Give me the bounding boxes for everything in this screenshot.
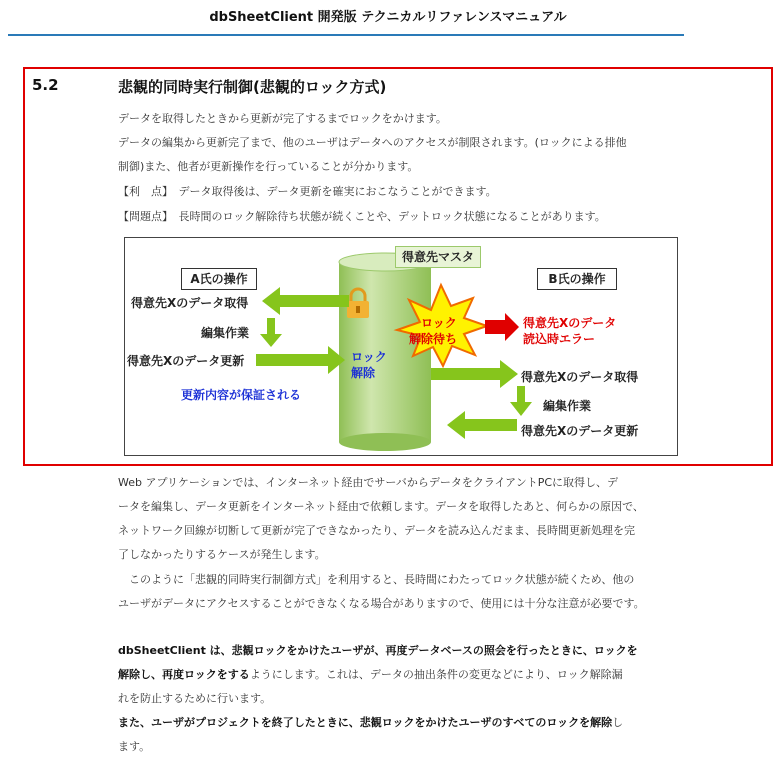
body-bold-span: 解除し、再度ロックをする	[118, 668, 250, 681]
body-line	[118, 666, 623, 682]
body-bold-span: また、ユーザがプロジェクトを終了したときに、悲観ロックをかけたユーザのすべてのロックを解除	[118, 716, 613, 729]
b-operation-label: B氏の操作	[537, 268, 617, 290]
a-guarantee-text: 更新内容が保証される	[181, 388, 302, 402]
merit-line: 【利 点】 データ取得後は、データ更新を確実におこなうことができます。	[118, 185, 497, 198]
a-step-update: 得意先Xのデータ更新	[127, 354, 245, 368]
error-arrow-icon	[485, 313, 519, 341]
b-step-edit: 編集作業	[543, 399, 592, 413]
body-line: 了しなかったりするケースが発生します。	[118, 548, 326, 561]
body-line: ます。	[118, 740, 151, 753]
a-operation-label: A氏の操作	[181, 268, 257, 290]
body-line: ネットワーク回線が切断して更新が完了できなかったり、データを読み込んだまま、長時間更新処理を完	[118, 524, 635, 537]
b-step-get: 得意先Xのデータ取得	[521, 370, 639, 384]
section-title: 悲観的同時実行制御(悲観的ロック方式)	[118, 78, 387, 96]
b-step-update: 得意先Xのデータ更新	[521, 424, 639, 438]
body-line: このように「悲観的同時実行制御方式」を利用すると、長時間にわたってロック状態が続くため、他の	[118, 573, 635, 586]
unlock-text-2: 解除	[351, 366, 376, 380]
header-rule	[8, 34, 684, 36]
section-paragraph: データの編集から更新完了まで、他のユーザはデータへのアクセスが制限されます。(ロックによる排他	[118, 136, 627, 149]
body-line: れを防止するために行います。	[118, 692, 272, 705]
body-line-bold: dbSheetClient は、悲観ロックをかけたユーザが、再度データベースの照会を行ったときに、ロックを	[118, 644, 638, 657]
problem-line: 【問題点】 長時間のロック解除待ち状態が続くことや、デットロック状態になることがあります。	[118, 210, 606, 223]
wait-text-1: ロック	[421, 316, 457, 330]
document-header: dbSheetClient 開発版 テクニカルリファレンスマニュアル	[209, 10, 567, 25]
section-number: 5.2	[32, 76, 59, 94]
lock-diagram	[124, 237, 678, 456]
a-step-edit: 編集作業	[201, 326, 250, 340]
b-error-text-2: 読込時エラー	[523, 332, 596, 346]
a-step-get: 得意先Xのデータ取得	[131, 296, 249, 310]
wait-text-2: 解除待ち	[409, 332, 458, 346]
unlock-text-1: ロック	[351, 350, 387, 364]
body-span: ようにします。これは、データの抽出条件の変更などにより、ロック解除漏	[249, 668, 623, 681]
section-paragraph: データを取得したときから更新が完了するまでロックをかけます。	[118, 112, 447, 125]
body-line	[118, 714, 623, 730]
body-line: ユーザがデータにアクセスすることができなくなる場合がありますので、使用には十分な注意が必要です。	[118, 597, 645, 610]
body-line: Web アプリケーションでは、インターネット経由でサーバからデータをクライアントPCに取得し、デ	[118, 476, 619, 489]
master-label: 得意先マスタ	[395, 246, 481, 268]
body-line: ータを編集し、データ更新をインターネット経由で依頼します。データを取得したあと、何らかの原因で、	[118, 500, 644, 513]
section-paragraph: 制御)また、他者が更新操作を行っていることが分かります。	[118, 160, 419, 173]
b-error-text-1: 得意先Xのデータ	[523, 316, 617, 330]
body-span: し	[612, 716, 624, 729]
